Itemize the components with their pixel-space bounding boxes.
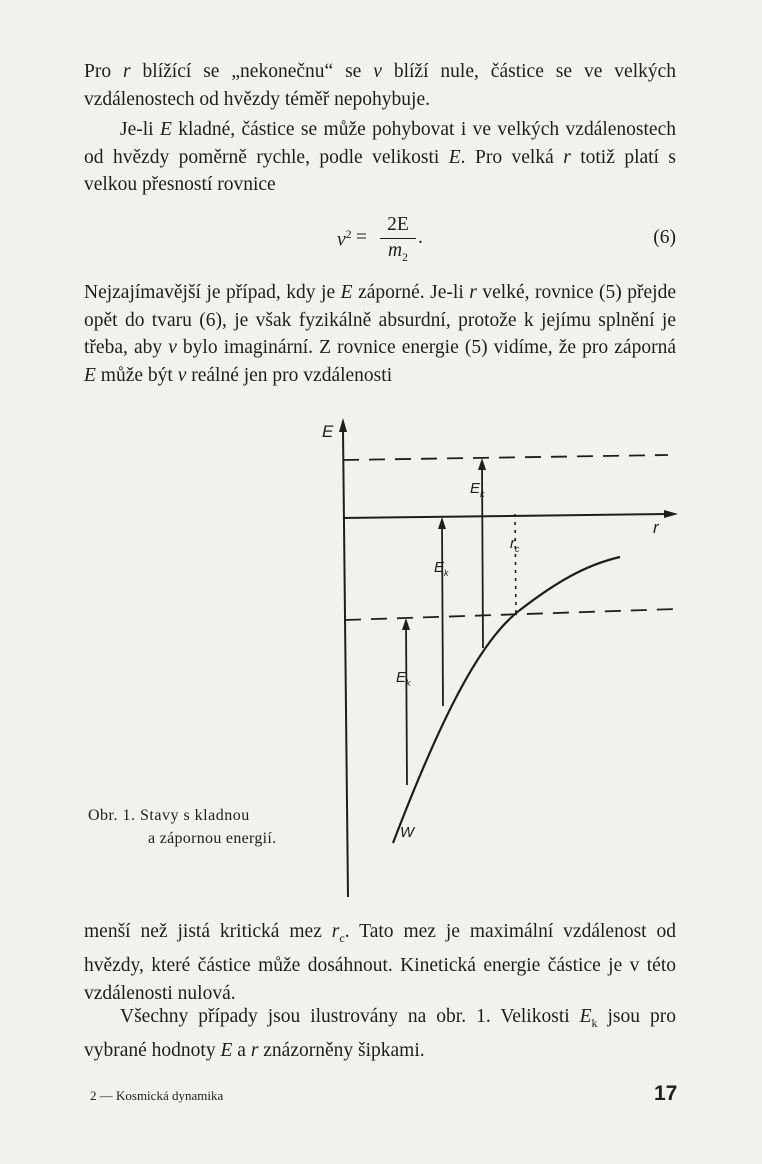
axis-r-arrowhead — [664, 510, 678, 518]
level-positive-e — [343, 455, 668, 460]
axis-r — [343, 514, 668, 518]
var-v: v — [373, 61, 382, 82]
caption-line-2: a zápornou energií. — [148, 830, 277, 847]
figure-caption — [88, 804, 316, 850]
caption-line-1: Obr. 1. Stavy s kladnou — [88, 807, 250, 824]
paragraph-5: Všechny případy jsou ilustrovány na obr. 1. Velikosti $E_k$ jsou pro vybrané hodnoty E a r znázorněny šipkami. — [84, 1006, 676, 1062]
ek-label-lower: $E_k$ — [396, 669, 411, 688]
ek-arrow-2-shaft — [442, 520, 443, 706]
ek-arrow-1-shaft — [406, 621, 407, 785]
critical-radius-line — [515, 514, 516, 616]
paragraph-4: menší než jistá kritická mez $r_c$. Tato mez je maximální vzdálenost od hvězdy, které částice může dosáhnout. Kinetická energie částice je v této vzdálenosti nulová. — [84, 921, 677, 1004]
equation-denominator: $m_2$ — [387, 240, 409, 264]
equation-equals: = — [356, 227, 367, 248]
ek-arrow-1-head — [402, 618, 410, 630]
ek-label-positive: $E_k$ — [470, 480, 485, 499]
axis-e-label: E — [322, 422, 334, 441]
equation-lhs: $v^2$ — [337, 227, 352, 251]
var-r: r — [123, 61, 131, 82]
potential-curve — [393, 557, 620, 843]
paragraph-1: Pro r blížící se „nekonečnu“ se v blíží nule, částice se ve velkých vzdálenostech od hvězdy téměř nepohybuje. — [84, 61, 677, 110]
equation-period: . — [418, 227, 423, 248]
ek-arrow-3-head — [478, 458, 486, 470]
paragraph-2: Je-li E kladné, částice se může pohybovat i ve velkých vzdálenostech od hvězdy poměrně rychle, podle velikosti E. Pro velká r totiž platí s velkou přesností rovnice — [84, 119, 676, 195]
axis-r-label: r — [653, 518, 659, 537]
critical-radius-label: $r_c$ — [510, 535, 520, 554]
ek-arrow-2-head — [438, 517, 446, 529]
curve-w-label: W — [400, 824, 415, 841]
page-number: 17 — [654, 1082, 678, 1105]
equation-numerator: 2E — [387, 214, 409, 235]
axis-e-arrowhead — [339, 418, 347, 432]
paragraph-3: Nejzajímavější je případ, kdy je E záporné. Je-li r velké, rovnice (5) přejde opět do tvaru (6), je však fyzikálně absurdní, protože k jejímu splnění je třeba, aby v bylo imaginární. Z rovnice energie (5) vidíme, že pro záporná E může být v reálné jen pro vzdálenosti — [84, 282, 676, 386]
equation-number: (6) — [653, 227, 676, 248]
footer-book-title: 2 — Kosmická dynamika — [90, 1088, 224, 1103]
axis-e — [343, 430, 348, 897]
ek-label-middle: $E_k$ — [434, 559, 449, 578]
